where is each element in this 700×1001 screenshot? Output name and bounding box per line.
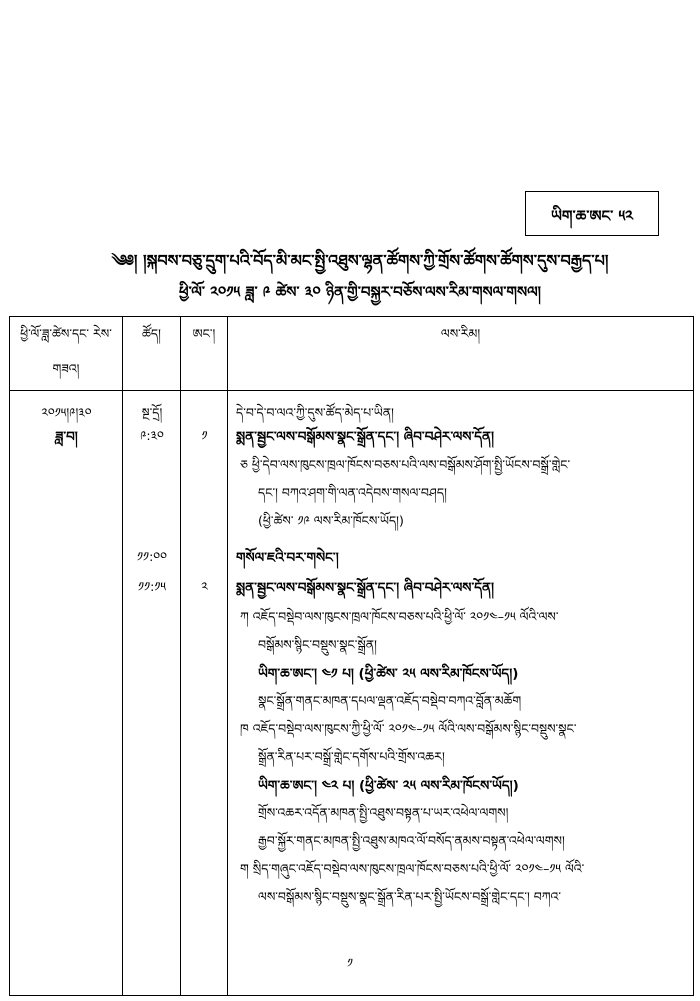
- agenda-line: སྣང་སྒྲོན་གནང་མཁན་དཔལ་ལྡན་འཇོད་བསྡེབ་བཀའ་བློན་མཆོག: [258, 693, 522, 708]
- table-header-row: [10, 317, 694, 391]
- agenda-line: དང་། བཀའ་ཤག་གི་ལན་འདེབས་གསལ་བཤད།: [258, 485, 447, 500]
- time-start-2: ༡༡:༠༠: [136, 549, 168, 564]
- header-number: ཨང་།: [181, 317, 228, 391]
- header-date: ཕྱི་ལོ་ཟླ་ཚེས་དང་ རེས་གཟའ།: [10, 317, 123, 391]
- header-agenda: ལས་རིམ།: [228, 317, 694, 391]
- agenda-line: གསོལ་ཇའི་བར་གསེང་།: [236, 550, 339, 566]
- agenda-cell: [228, 391, 694, 996]
- agenda-line: (ཕྱི་ཚེས་ ༡༩ ལས་རིམ་ཁོངས་ཡོད།): [258, 513, 404, 528]
- date-cell: [10, 391, 123, 996]
- agenda-date: ༢༠༡༥།༩།༣༠: [41, 405, 92, 420]
- agenda-line: ཅ ཕྱི་དེབ་ལས་ཁུངས་ཁྲལ་ཁོངས་བཅས་པའི་ལས་བསྒོམས་ཤོག་སྤྱི་ཡོངས་བསྒྲོ་གླེང་: [240, 457, 571, 472]
- agenda-line: ཁ འཇོད་བསྡེབ་ལས་ཁུངས་ཀྱི་ཕྱི་ལོ་ ༢༠༡༤–༡༥ ལོའི་ལས་བསྒོམས་སྙིང་བསྡུས་སྣང་: [240, 721, 577, 736]
- agenda-line: གྲོས་འཆར་འདོན་མཁན་སྤྱི་འཐུས་བསྟན་པ་ཡར་འཕེལ་ལགས།: [258, 805, 509, 820]
- agenda-line: དེ་བ་དེ་བ་ལའ་ཀྱི་དུས་ཚོད་མེད་པ་ཡིན།: [236, 405, 394, 420]
- document-reference-box: [525, 191, 659, 236]
- time-start-1: ༩:༣༠: [140, 428, 164, 443]
- agenda-day: ཟླ་བ།: [55, 429, 78, 445]
- agenda-line: རྒྱབ་སྐྱོར་གནང་མཁན་སྤྱི་འཐུས་མཁའ་ལོ་བསོད་ནམས་བསྟན་འཕེལ་ལགས།: [258, 833, 565, 848]
- agenda-line: ཡིག་ཆ་ཨང་། ༤༢ པ། (ཕྱི་ཚེས་ ༢༥ ལས་རིམ་ཁོངས་ཡོད།): [258, 778, 519, 794]
- item-number-2: ༢: [201, 579, 208, 594]
- reference-number: ཡིག་ཆ་ཨང་ ༥༢: [551, 207, 633, 225]
- document-title: ༄༅། །སྐབས་བཅུ་དྲུག་པའི་བོད་མི་མང་སྤྱི་འཐུས་ལྷན་ཚོགས་ཀྱི་གྲོས་ཚོགས་ཚོགས་དུས་བརྒྱད་པ།: [111, 251, 609, 270]
- page-number: ༡: [347, 956, 353, 970]
- time-start-3: ༡༡:༡༥: [138, 579, 166, 594]
- agenda-line: སྒྲོན་རིན་པར་བསྒྲོ་གླེང་དགོས་པའི་གྲོས་འཆར།: [258, 749, 445, 764]
- time-session: སྔ་དྲོ།: [141, 405, 163, 420]
- agenda-table: [9, 316, 694, 996]
- document-subtitle: ཕྱི་ལོ་ ༢༠༡༥ ཟླ་ ༩ ཚེས་ ༣༠ ཉིན་གྱི་བསྐྱར་བཅོས་ལས་རིམ་གསལ་གསལ།: [178, 283, 542, 301]
- time-cell: [123, 391, 181, 996]
- agenda-line: ག སྲིད་གཞུང་འཇོད་བསྡེབ་ལས་ཁུངས་ཁྲལ་ཁོངས་བཅས་པའི་ཕྱི་ལོ་ ༢༠༡༤–༡༥ ལོའི་: [240, 861, 585, 876]
- agenda-line: སྨན་སྦྱང་ལས་བསྒོམས་སྣང་སྒྲོན་དང་། ཞིབ་བཤེར་ལས་དོན།: [236, 429, 495, 445]
- header-time: ཚོད།: [123, 317, 181, 391]
- agenda-line: ཀ འཇོད་བསྡེབ་ལས་ཁུངས་ཁྲལ་ཁོངས་བཅས་པའི་ཕྱི་ལོ་ ༢༠༡༤–༡༥ ལོའི་ལས་: [240, 609, 559, 624]
- item-number-1: ༡: [201, 428, 208, 443]
- agenda-line: བསྒོམས་སྙིང་བསྡུས་སྣང་སྒྲོན།: [258, 637, 377, 652]
- agenda-line: ལས་བསྒོམས་སྙིང་བསྡུས་སྣང་སྒྲོན་རིན་པར་སྤྱི་ཡོངས་བསྒྲོ་གླེང་དང་། བཀའ་: [258, 889, 562, 904]
- agenda-line: ཡིག་ཆ་ཨང་། ༤༡ པ། (ཕྱི་ཚེས་ ༢༥ ལས་རིམ་ཁོངས་ཡོད།): [258, 666, 519, 682]
- table-row: [10, 391, 694, 996]
- agenda-line: སྨན་སྦྱང་ལས་བསྒོམས་སྣང་སྒྲོན་དང་། ཞིབ་བཤེར་ལས་དོན།: [236, 580, 495, 596]
- number-cell: [181, 391, 228, 996]
